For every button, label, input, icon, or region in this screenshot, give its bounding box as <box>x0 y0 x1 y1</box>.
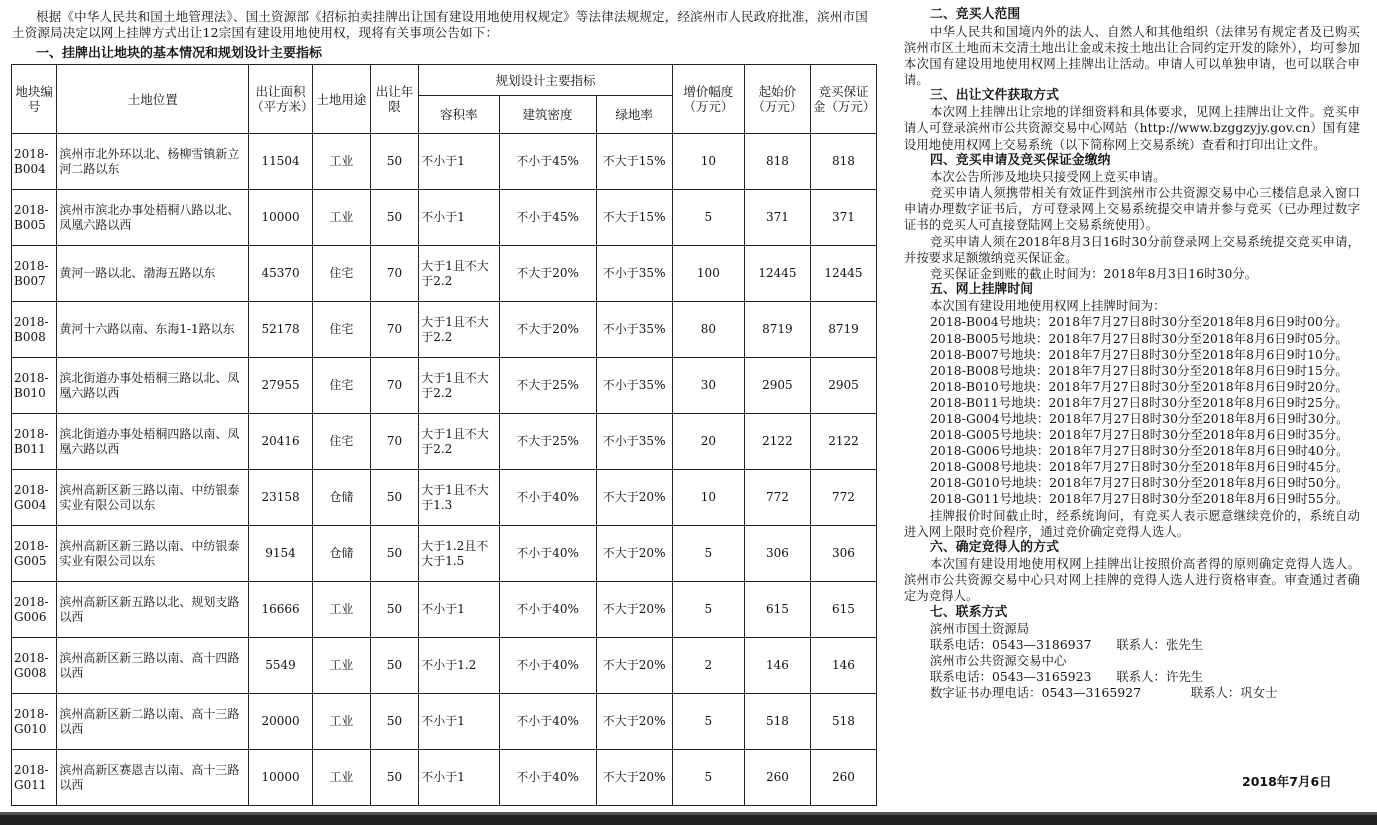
section5-paragraph-2: 挂牌报价时间截止时，经系统询问，有竞买人表示愿意继续竞价的，系统自动进入网上限时竞价程序，通过竞价确定竞得人选人。 <box>904 508 1360 539</box>
table-row <box>12 246 877 302</box>
cell-id: 2018-G005 <box>12 526 57 582</box>
section3-paragraph: 本次网上挂牌出让宗地的详细资料和具体要求，见网上挂牌出让文件。竞买申请人可登录滨州市公共资源交易中心网站（http://www.bzggzyjy.gov.cn）国有建设用地使用权网上交易系统（以下简称网上交易系统）查看和打印出让文件。 <box>904 105 1360 152</box>
cell-use: 工业 <box>313 750 371 806</box>
cell-increment: 2 <box>672 638 744 694</box>
cell-start-price: 2122 <box>744 414 810 470</box>
cell-area: 27955 <box>249 358 313 414</box>
cell-term: 50 <box>370 526 418 582</box>
cell-increment: 30 <box>672 358 744 414</box>
listing-time: 2018-G010号地块：2018年7月27日8时30分至2018年8月6日9时50分。 <box>930 476 1349 491</box>
section6-title: 六、确定竞得人的方式 <box>930 539 1059 555</box>
listing-time: 2018-B010号地块：2018年7月27日8时30分至2018年8月6日9时20分。 <box>930 379 1348 394</box>
listing-time: 2018-B004号地块：2018年7月27日8时30分至2018年8月6日9时00分。 <box>930 315 1348 330</box>
cell-location: 黄河十六路以南、东海1-1路以东 <box>57 302 249 358</box>
cell-green: 不小于35% <box>596 358 672 414</box>
listing-time: 2018-B008号地块：2018年7月27日8时30分至2018年8月6日9时15分。 <box>930 363 1348 378</box>
cell-density: 不大于25% <box>499 358 596 414</box>
cell-location: 滨北街道办事处梧桐三路以北、凤凰六路以西 <box>57 358 249 414</box>
cell-id: 2018-B010 <box>12 358 57 414</box>
section7-title: 七、联系方式 <box>930 604 1008 620</box>
cell-use: 工业 <box>313 638 371 694</box>
cell-location: 滨州市北外环以北、杨柳雪镇新立河二路以东 <box>57 134 249 190</box>
cell-green: 不大于20% <box>596 638 672 694</box>
listing-time: 2018-G011号地块：2018年7月27日8时30分至2018年8月6日9时55分。 <box>930 492 1349 507</box>
cell-green: 不小于35% <box>596 302 672 358</box>
table-row <box>12 694 877 750</box>
cell-far: 不小于1 <box>419 750 499 806</box>
section1-title: 一、挂牌出让地块的基本情况和规划设计主要指标 <box>36 46 323 61</box>
cell-id: 2018-G011 <box>12 750 57 806</box>
cell-density: 不小于40% <box>499 526 596 582</box>
cell-increment: 5 <box>672 526 744 582</box>
cell-density: 不大于20% <box>499 246 596 302</box>
cell-far: 不小于1.2 <box>419 638 499 694</box>
cell-term: 50 <box>370 134 418 190</box>
section2-title: 二、竞买人范围 <box>930 7 1021 22</box>
cell-use: 仓储 <box>313 526 371 582</box>
section4-paragraph-1: 本次公告所涉及地块只接受网上竞买申请。 <box>930 170 1166 185</box>
cell-area: 11504 <box>249 134 313 190</box>
cell-green: 不大于20% <box>596 470 672 526</box>
cell-use: 住宅 <box>313 414 371 470</box>
bottom-rule-line <box>0 812 1377 815</box>
cell-area: 20416 <box>249 414 313 470</box>
cell-area: 23158 <box>249 470 313 526</box>
cell-start-price: 2905 <box>744 358 810 414</box>
cell-area: 45370 <box>249 246 313 302</box>
cell-green: 不大于20% <box>596 750 672 806</box>
section4-paragraph-3: 竞买申请人须在2018年8月3日16时30分前登录网上交易系统提交竞买申请，并按要求足额缴纳竞买保证金。 <box>904 234 1360 265</box>
header-area: 出让面积（平方米） <box>249 65 313 134</box>
section5-title: 五、网上挂牌时间 <box>930 281 1034 297</box>
listing-time: 2018-G005号地块：2018年7月27日8时30分至2018年8月6日9时35分。 <box>930 428 1349 443</box>
cell-id: 2018-G004 <box>12 470 57 526</box>
cell-term: 70 <box>370 246 418 302</box>
cell-deposit: 371 <box>810 190 876 246</box>
intro-paragraph: 根据《中华人民共和国土地管理法》、国土资源部《招标拍卖挂牌出让国有建设用地使用权规定》等法律法规规定，经滨州市人民政府批准，滨州市国土资源局决定以网上挂牌方式出让12宗国有建设用地使用权，现将有关事项公告如下： <box>12 9 868 40</box>
cell-area: 10000 <box>249 190 313 246</box>
cell-use: 住宅 <box>313 358 371 414</box>
cell-use: 住宅 <box>313 302 371 358</box>
cell-far: 大于1且不大于1.3 <box>419 470 499 526</box>
cell-green: 不小于35% <box>596 246 672 302</box>
cell-area: 9154 <box>249 526 313 582</box>
header-term: 出让年限 <box>370 65 418 134</box>
header-planning: 规划设计主要指标 <box>419 65 673 96</box>
cell-id: 2018-G006 <box>12 582 57 638</box>
cell-start-price: 146 <box>744 638 810 694</box>
cell-term: 70 <box>370 414 418 470</box>
cell-id: 2018-B005 <box>12 190 57 246</box>
table-row <box>12 134 877 190</box>
cell-far: 大于1且不大于2.2 <box>419 246 499 302</box>
table-row <box>12 302 877 358</box>
cell-far: 不小于1 <box>419 134 499 190</box>
cell-far: 不小于1 <box>419 190 499 246</box>
cell-deposit: 615 <box>810 582 876 638</box>
contact-phone-1: 联系电话：0543—3186937 联系人：张先生 <box>930 638 1204 653</box>
cell-location: 黄河一路以北、渤海五路以东 <box>57 246 249 302</box>
cell-start-price: 772 <box>744 470 810 526</box>
cell-far: 大于1且不大于2.2 <box>419 302 499 358</box>
cell-density: 不大于25% <box>499 414 596 470</box>
contact-org-2: 滨州市公共资源交易中心 <box>930 654 1067 669</box>
cell-far: 大于1且不大于2.2 <box>419 358 499 414</box>
cell-use: 仓储 <box>313 470 371 526</box>
section4-title: 四、竞买申请及竞买保证金缴纳 <box>930 152 1111 168</box>
table-row <box>12 582 877 638</box>
cell-term: 50 <box>370 582 418 638</box>
cell-term: 70 <box>370 358 418 414</box>
cell-term: 50 <box>370 190 418 246</box>
listing-time: 2018-G004号地块：2018年7月27日8时30分至2018年8月6日9时30分。 <box>930 411 1349 426</box>
header-location: 土地位置 <box>57 65 249 134</box>
cell-density: 不小于40% <box>499 582 596 638</box>
cell-location: 滨州市滨北办事处梧桐八路以北、凤凰六路以西 <box>57 190 249 246</box>
cell-deposit: 146 <box>810 638 876 694</box>
cell-term: 70 <box>370 302 418 358</box>
listing-time: 2018-G006号地块：2018年7月27日8时30分至2018年8月6日9时40分。 <box>930 444 1349 459</box>
cell-far: 不小于1 <box>419 582 499 638</box>
cell-term: 50 <box>370 638 418 694</box>
cell-area: 5549 <box>249 638 313 694</box>
cell-increment: 5 <box>672 190 744 246</box>
cell-deposit: 12445 <box>810 246 876 302</box>
cell-start-price: 518 <box>744 694 810 750</box>
table-row <box>12 414 877 470</box>
header-id: 地块编号 <box>12 65 57 134</box>
section6-paragraph: 本次国有建设用地使用权网上挂牌出让按照价高者得的原则确定竞得人选人。滨州市公共资源交易中心只对网上挂牌的竞得人选人进行资格审查。审查通过者确定为竞得人。 <box>904 557 1360 604</box>
cell-density: 不小于40% <box>499 638 596 694</box>
cell-start-price: 12445 <box>744 246 810 302</box>
cell-green: 不大于20% <box>596 526 672 582</box>
cell-increment: 5 <box>672 750 744 806</box>
cell-deposit: 518 <box>810 694 876 750</box>
cell-green: 不大于15% <box>596 190 672 246</box>
cell-start-price: 8719 <box>744 302 810 358</box>
cell-far: 大于1.2且不大于1.5 <box>419 526 499 582</box>
cell-increment: 5 <box>672 582 744 638</box>
cell-density: 不大于20% <box>499 302 596 358</box>
cell-increment: 10 <box>672 470 744 526</box>
cell-id: 2018-B011 <box>12 414 57 470</box>
header-deposit: 竞买保证金（万元） <box>810 65 876 134</box>
cell-use: 工业 <box>313 582 371 638</box>
table-row <box>12 638 877 694</box>
section4-paragraph-4: 竞买保证金到账的截止时间为：2018年8月3日16时30分。 <box>930 266 1258 281</box>
cell-green: 不大于20% <box>596 694 672 750</box>
cell-deposit: 772 <box>810 470 876 526</box>
cell-start-price: 615 <box>744 582 810 638</box>
cell-use: 工业 <box>313 190 371 246</box>
listing-time: 2018-B011号地块：2018年7月27日8时30分至2018年8月6日9时25分。 <box>930 395 1348 410</box>
section2-paragraph: 中华人民共和国境内外的法人、自然人和其他组织（法律另有规定者及已购买滨州市区土地而未交清土地出让金或未按土地出让合同约定开发的除外），均可参加本次国有建设用地使用权网上挂牌出让活动。申请人可以单独申请，也可以联合申请。 <box>904 24 1360 87</box>
table-row <box>12 358 877 414</box>
cell-location: 滨州高新区新二路以南、高十三路以西 <box>57 694 249 750</box>
cell-location: 滨州高新区新五路以北、规划支路以西 <box>57 582 249 638</box>
section3-title: 三、出让文件获取方式 <box>930 87 1059 103</box>
cell-green: 不大于15% <box>596 134 672 190</box>
cell-density: 不小于40% <box>499 694 596 750</box>
cell-area: 52178 <box>249 302 313 358</box>
cell-deposit: 2905 <box>810 358 876 414</box>
cell-area: 10000 <box>249 750 313 806</box>
listing-time: 2018-B005号地块：2018年7月27日8时30分至2018年8月6日9时05分。 <box>930 331 1348 346</box>
cell-start-price: 260 <box>744 750 810 806</box>
notice-date: 2018年7月6日 <box>1242 774 1332 789</box>
cell-id: 2018-B004 <box>12 134 57 190</box>
cell-start-price: 371 <box>744 190 810 246</box>
cell-location: 滨州高新区新三路以南、高十四路以西 <box>57 638 249 694</box>
cell-increment: 100 <box>672 246 744 302</box>
listing-time: 2018-B007号地块：2018年7月27日8时30分至2018年8月6日9时10分。 <box>930 347 1348 362</box>
contact-phone-3: 数字证书办理电话：0543—3165927 联系人：巩女士 <box>930 686 1278 701</box>
cell-increment: 5 <box>672 694 744 750</box>
cell-deposit: 2122 <box>810 414 876 470</box>
cell-id: 2018-B008 <box>12 302 57 358</box>
table-row <box>12 470 877 526</box>
cell-green: 不大于20% <box>596 582 672 638</box>
cell-density: 不小于45% <box>499 134 596 190</box>
cell-term: 50 <box>370 750 418 806</box>
cell-start-price: 306 <box>744 526 810 582</box>
cell-increment: 20 <box>672 414 744 470</box>
table-row <box>12 750 877 806</box>
cell-area: 20000 <box>249 694 313 750</box>
cell-density: 不小于40% <box>499 470 596 526</box>
cell-increment: 80 <box>672 302 744 358</box>
header-use: 土地用途 <box>313 65 371 134</box>
land-table <box>11 64 877 806</box>
cell-increment: 10 <box>672 134 744 190</box>
table-row <box>12 190 877 246</box>
cell-deposit: 306 <box>810 526 876 582</box>
section4-paragraph-2: 竞买申请人须携带相关有效证件到滨州市公共资源交易中心三楼信息录入窗口申请办理数字证书后，方可登录网上交易系统提交申请并参与竞买（已办理过数字证书的竞买人可直接登陆网上交易系统使用）。 <box>904 186 1360 233</box>
cell-green: 不小于35% <box>596 414 672 470</box>
header-increment: 增价幅度（万元） <box>672 65 744 134</box>
right-column <box>904 7 1360 701</box>
cell-id: 2018-G008 <box>12 638 57 694</box>
cell-density: 不小于45% <box>499 190 596 246</box>
bottom-rule <box>0 812 1377 825</box>
cell-location: 滨州高新区新三路以南、中纺银泰实业有限公司以东 <box>57 470 249 526</box>
cell-use: 工业 <box>313 134 371 190</box>
header-density: 建筑密度 <box>499 96 596 134</box>
cell-location: 滨州高新区新三路以南、中纺银泰实业有限公司以东 <box>57 526 249 582</box>
cell-deposit: 8719 <box>810 302 876 358</box>
cell-deposit: 260 <box>810 750 876 806</box>
header-start-price: 起始价（万元） <box>744 65 810 134</box>
cell-use: 住宅 <box>313 246 371 302</box>
cell-term: 50 <box>370 470 418 526</box>
cell-use: 工业 <box>313 694 371 750</box>
section5-paragraph-1: 本次国有建设用地使用权网上挂牌时间为： <box>930 299 1166 314</box>
cell-location: 滨州高新区赛恩吉以南、高十三路以西 <box>57 750 249 806</box>
contact-org-1: 滨州市国土资源局 <box>930 622 1030 636</box>
cell-far: 大于1且不大于2.2 <box>419 414 499 470</box>
cell-term: 50 <box>370 694 418 750</box>
cell-id: 2018-B007 <box>12 246 57 302</box>
cell-far: 不小于1 <box>419 694 499 750</box>
cell-start-price: 818 <box>744 134 810 190</box>
cell-density: 不小于40% <box>499 750 596 806</box>
contact-phone-2: 联系电话：0543—3165923 联系人：许先生 <box>930 670 1204 685</box>
listing-time: 2018-G008号地块：2018年7月27日8时30分至2018年8月6日9时45分。 <box>930 460 1349 475</box>
cell-id: 2018-G010 <box>12 694 57 750</box>
header-green: 绿地率 <box>596 96 672 134</box>
cell-area: 16666 <box>249 582 313 638</box>
header-far: 容积率 <box>419 96 499 134</box>
table-row <box>12 526 877 582</box>
cell-deposit: 818 <box>810 134 876 190</box>
cell-location: 滨北街道办事处梧桐四路以南、凤凰六路以西 <box>57 414 249 470</box>
